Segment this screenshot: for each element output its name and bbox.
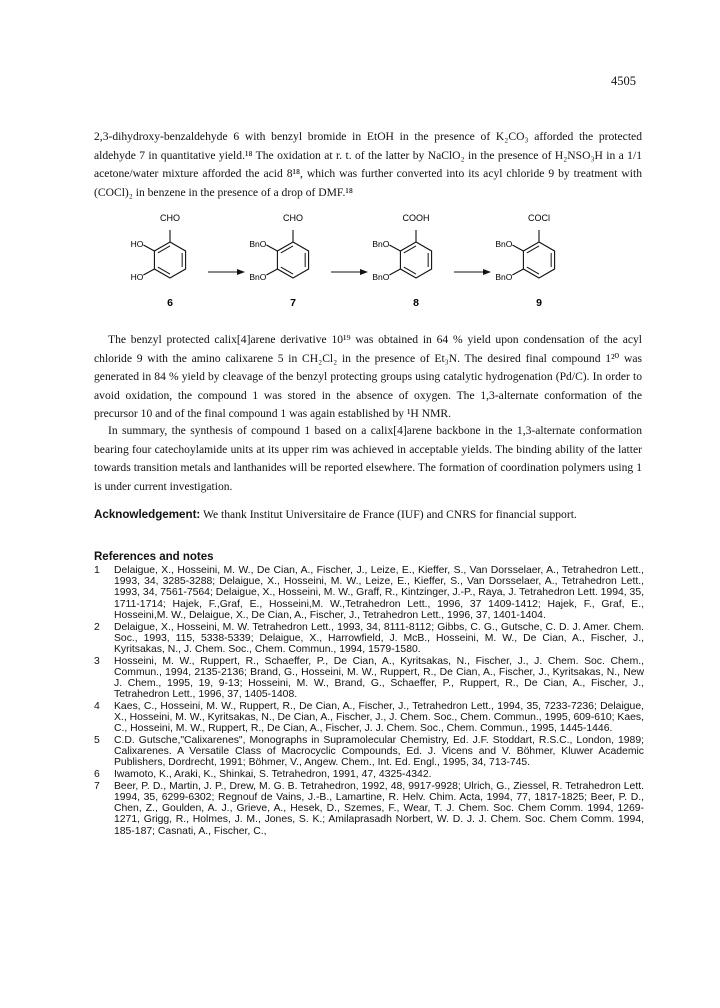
acknowledgement	[94, 506, 642, 525]
double-bond	[527, 267, 539, 274]
reference-text: Beer, P. D., Martin, J. P., Drew, M. G. B. Tetrahedron, 1992, 48, 9917-9928; Ulrich, G., Ziessel, R. Tetrahedron Lett. 1994, 35, 6299-6302; Regnouf de Vains, J.-B., Lamartine, R. Helv. Chim. Acta, 1994, 77, 1817-1825; Beer, P. D., Chen, Z., Goulden, A. J., Grieve, A., Hesek, D., Szemes, F., Wear, T. J. Chem. Soc. Chem Comm. 1994, 1269-1271, Grigg, R., Holmes, J. M., Jones, S. K.; Amilaprasadh Norbert, W. D. J. J. Chem. Soc. Chem Comm. 1994, 185-187; Casnati, A., Fischer, C.,	[114, 780, 644, 837]
top-group-label: COCl	[528, 213, 550, 223]
substituent-label: BnO	[372, 272, 390, 282]
benzene-ring	[277, 242, 308, 278]
reference-number: 4	[94, 700, 100, 712]
substituent-label: HO	[130, 272, 144, 282]
reference-text: Delaigue, X., Hosseini, M. W., De Cian, A., Fischer, J., Leize, E., Kieffer, S., Van Dorsselaer, A., Tetrahedron Lett., 1993, 34, 3285-3288; Delaigue, X., Hosseini, M. W., Leize, E., Kieffer, S., Van Dorsselaer, A., Tetrahedron Lett., 1993, 34, 7561-7564; Delaigue, X., Hosseini, M. W., Graff, R., Kintzinger, J.-P., Raya, J. Tetrahedron Lett. 1994, 35, 1711-1714; Hajek, F.,Graf, E., Hosseini,M. W.,Tetrahedron Lett., 1996, 37 1409-1412; Hajek, F., Graf, E., Hosseini,M. W., Delaigue, X., De Cian, A., Fischer, J., Tetrahedron Lett., 1996, 37, 1401-1404.	[114, 565, 644, 621]
compound-number: 9	[536, 297, 542, 309]
arrow-head	[483, 269, 491, 275]
top-group-label: CHO	[283, 213, 303, 223]
compound-number: 7	[290, 297, 296, 309]
double-bond	[404, 246, 416, 253]
compound-number: 6	[167, 297, 173, 309]
double-bond	[527, 246, 539, 253]
double-bond	[158, 267, 170, 274]
reference-number: 6	[94, 769, 100, 781]
references-list	[94, 565, 644, 837]
substituent-bond	[389, 269, 400, 275]
top-group-label: CHO	[160, 213, 180, 223]
paragraph-1: 2,3-dihydroxy-benzaldehyde 6 with benzyl bromide in EtOH in the presence of K₂CO₃ afforded the protected aldehyde 7 in quantitative yield.¹⁸ The oxidation at r. t. of the latter by NaClO₂ in the presence of H₂NSO₃H in a 1/1 acetone/water mixture afforded the acid 8¹⁸, which was further converted into its acyl chloride 9 by treatment with (COCl)₂ in benzene in the presence of a drop of DMF.¹⁸	[94, 130, 642, 199]
double-bond	[404, 267, 416, 274]
substituent-bond	[512, 245, 523, 251]
reference-number: 5	[94, 735, 100, 747]
benzene-ring	[400, 242, 431, 278]
reference-item	[94, 622, 644, 656]
references-title: References and notes	[94, 551, 214, 563]
reference-number: 7	[94, 780, 100, 792]
arrow-head	[237, 269, 245, 275]
reference-item	[94, 656, 644, 701]
substituent-bond	[143, 245, 154, 251]
page-number: 4505	[611, 74, 636, 88]
substituent-label: HO	[130, 239, 144, 249]
reference-item	[94, 769, 644, 780]
paragraph-3: In summary, the synthesis of compound 1 based on a calix[4]arene backbone in the 1,3-alternate conformation bearing four catechoylamide units at its upper rim was achieved in acceptable yields. The binding ability of the latter towards transition metals and lanthanides will be reported elsewhere. The formation of coordination polymers using 1 is under current investigation.	[94, 424, 642, 493]
reference-text: Kaes, C., Hosseini, M. W., Ruppert, R., De Cian, A., Fischer, J., Tetrahedron Lett., 1994, 35, 7233-7236; Delaigue, X., Hosseini, M. W., Kyritsakas, N., De Cian, A., Fischer, J., J. Chem. Soc., Chem. Commun., 1995, 609-610; Kaes, C., Hosseini, M. W., Ruppert, R., De Cian, A., Fischer, J. J. Chem. Soc., Chem. Commun., 1995, 1445-1446.	[114, 700, 644, 735]
reference-text: C.D. Gutsche,"Calixarenes", Monographs in Supramolecular Chemistry, Ed. J.F. Stoddart, R.S.C., London, 1989; Calixarenes. A Versatile Class of Macrocyclic Compounds, Ed. J. Vicens and V. Böhmer, Kluwer Academic Publishers, Dordrecht, 1991; Böhmer, V., Angew. Chem., Int. Ed. Engl., 1995, 34, 713-745.	[114, 735, 644, 769]
benzene-ring	[523, 242, 554, 278]
top-group-label: COOH	[402, 213, 430, 223]
compound-number: 8	[413, 297, 419, 309]
reference-text: Delaigue, X., Hosseini, M. W. Tetrahedron Lett., 1993, 34, 8111-8112; Gibbs, C. G., Gutsche, C. D. J. Amer. Chem. Soc., 1993, 115, 5338-5339; Delaigue, X., Harrowfield, J. McB., Hosseini, M. W., De Cian, A., Fischer, J., Kyritsakas, N., J. Chem. Soc., Chem. Commun., 1994, 1579-1580.	[114, 621, 644, 655]
substituent-bond	[389, 245, 400, 251]
arrow-head	[360, 269, 368, 275]
acknowledgement-text: We thank Institut Universitaire de France (IUF) and CNRS for financial support.	[200, 508, 577, 521]
substituent-label: BnO	[495, 272, 513, 282]
reference-item	[94, 565, 644, 621]
substituent-label: BnO	[495, 239, 513, 249]
reference-item	[94, 701, 644, 735]
reference-number: 1	[94, 565, 100, 576]
double-bond	[281, 246, 293, 253]
reference-number: 2	[94, 621, 100, 633]
double-bond	[281, 267, 293, 274]
paragraph-2: The benzyl protected calix[4]arene derivative 10¹⁹ was obtained in 64 % yield upon condensation of the acyl chloride 9 with the amino calixarene 5 in CH₂Cl₂ in the presence of Et₃N. The desired final compound 1²⁰ was generated in 84 % yield by cleavage of the benzyl protecting groups using catalytic hydrogenation (Pd/C). In order to avoid oxidation, the compound 1 was stored in the absence of oxygen. The 1,3-alternate conformation of the precursor 10 and of the final compound 1 was again established by ¹H NMR.	[94, 333, 642, 420]
double-bond	[158, 246, 170, 253]
reference-item	[94, 781, 644, 837]
reference-text: Iwamoto, K., Araki, K., Shinkai, S. Tetrahedron, 1991, 47, 4325-4342.	[114, 769, 432, 781]
reference-text: Hosseini, M. W., Ruppert, R., Schaeffer, P., De Cian, A., Kyritsakas, N., Fischer, J., J. Chem. Soc. Chem., Commun., 1994, 2135-2136; Brand, G., Hosseini, M. W., Ruppert, R., De Cian, A., Fischer, J., Kyritsakas, N., New J. Chem., 1995, 19, 9-13; Hosseini, M. W., Brand, G., Schaeffer, P., Ruppert, R., De Cian, A., Fischer, J., Tetrahedron Lett., 1996, 37, 1405-1408.	[114, 655, 644, 701]
substituent-bond	[512, 269, 523, 275]
substituent-bond	[143, 269, 154, 275]
substituent-bond	[266, 245, 277, 251]
reference-number: 3	[94, 655, 100, 667]
reaction-scheme	[130, 210, 600, 320]
substituent-bond	[266, 269, 277, 275]
substituent-label: BnO	[249, 272, 267, 282]
acknowledgement-label: Acknowledgement:	[94, 508, 201, 521]
reference-item	[94, 735, 644, 769]
benzene-ring	[154, 242, 185, 278]
substituent-label: BnO	[249, 239, 267, 249]
substituent-label: BnO	[372, 239, 390, 249]
